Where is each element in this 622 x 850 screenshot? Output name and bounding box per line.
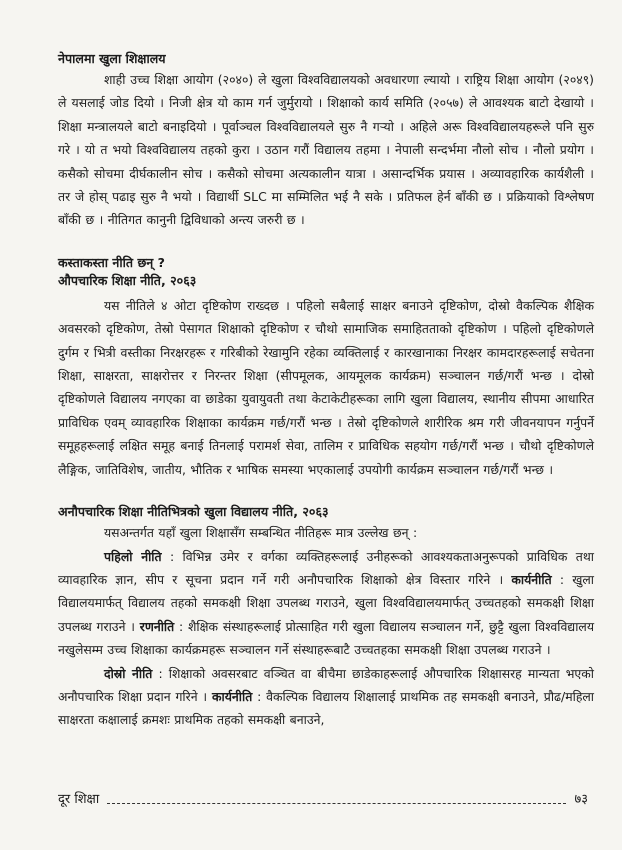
policy-label: दोस्रो नीति: [104, 665, 153, 681]
paragraph-text: यसअन्तर्गत यहाँ खुला शिक्षासँग सम्बन्धित नीतिहरू मात्र उल्लेख छन् :: [104, 525, 418, 541]
section-heading-open-learning-nepal: नेपालमा खुला शिक्षालय: [58, 51, 166, 66]
policy-label: पहिलो नीति: [104, 548, 162, 564]
subheading-formal-education-policy: औपचारिक शिक्षा नीति, २०६३: [58, 272, 197, 288]
paragraph-intro: [58, 521, 594, 544]
paragraph-open-learning-nepal: [58, 68, 594, 232]
strategy-label: कार्यनीति: [511, 571, 552, 587]
page-number: ७३: [574, 792, 588, 807]
policy-text: : शिक्षाको अवसरबाट वञ्चित वा बीचैमा छाडेकाहरूलाई औपचारिक शिक्षासरह मान्यता भएको अनौपचारिक शिक्षा प्रदान गरिने ।: [58, 665, 595, 704]
strategy-label: कार्यनीति: [211, 688, 253, 704]
paragraph-first-policy: [58, 545, 594, 662]
section-heading-policies: कस्ताकस्ता नीति छन् ?: [58, 254, 165, 270]
paragraph-formal-education-policy: [58, 294, 594, 481]
policy-text: : विभिन्न उमेर र वर्गका व्यक्तिहरूलाई उनीहरूको आवश्यकताअनुरूपको प्राविधिक तथा व्यावहारिक ज्ञान, सीप र सूचना प्रदान गर्ने गरी अनौपचारिक शिक्षाको क्षेत्र विस्तार गरिने ।: [58, 548, 594, 587]
strategy-text: : वैकल्पिक विद्यालय शिक्षालाई प्राथमिक तह समकक्षी बनाउने, प्रौढ/महिला साक्षरता कक्षालाई क्रमशः प्राथमिक तहको समकक्षी बनाउने,: [58, 688, 595, 728]
tactic-label: रणनीति: [139, 618, 175, 634]
strategy-text: : खुला विद्यालयमार्फत् विद्यालय तहको समकक्षी शिक्षा उपलब्ध गराउने, खुला विश्वविद्यालयमार्फत् उच्चतहको समकक्षी शिक्षा उपलब्ध गराउने ।: [58, 571, 594, 634]
page-footer: [58, 790, 588, 810]
footer-dashed-rule: [107, 803, 566, 804]
tactic-text: : शैक्षिक संस्थाहरूलाई प्रोत्साहित गरी खुला विद्यालय सञ्चालन गर्ने, छुट्टै खुला विश्वविद्यालय नखुलेसम्म उच्च शिक्षाका कार्यक्रमहरू सञ्चालन गर्ने संस्थाहरूबाटै उच्चतहका समकक्षी शिक्षा उपलब्ध गराउने ।: [58, 618, 595, 658]
paragraph-text: यस नीतिले ४ ओटा दृष्टिकोण राख्दछ । पहिलो सबैलाई साक्षर बनाउने दृष्टिकोण, दोस्रो वैकल्पिक शैक्षिक अवसरको दृष्टिकोण, तेस्रो पेसागत शिक्षाको दृष्टिकोण र चौथो सामाजिक समाहितताको दृष्टिकोण । पहिलो दृष्टिकोणले दुर्गम र भित्री वस्तीका निरक्षरहरू र गरिबीको रेखामुनि रहेका व्यक्तिलाई र कारखानाका निरक्षर कामदारहरूलाई सचेतना शिक्षा, साक्षरता, साक्षरोत्तर र निरन्तर शिक्षा (सीपमूलक, आयमूलक कार्यक्रम) सञ्चालन गर्छ/गरौं भन्छ । दोस्रो दृष्टिकोणले विद्यालय नगएका वा छाडेका युवायुवती तथा केटाकेटीहरूका लागि खुला विद्यालय, स्थानीय सीपमा आधारित प्राविधिक एवम् व्यावहारिक शिक्षाका कार्यक्रम गर्छ/गरौं भन्छ । तेस्रो दृष्टिकोणले शारीरिक श्रम गरी जीवनयापन गर्नुपर्ने समूहहरूलाई लक्षित समूह बनाई तिनलाई परामर्श सेवा, तालिम र प्राविधिक सहयोग गर्छ/गरौं भन्छ । चौथो दृष्टिकोणले लैङ्गिक, जातिविशेष, जातीय, भौतिक र भाषिक समस्या भएकालाई उपयोगी कार्यक्रम सञ्चालन गर्छ/गरौं भन्छ ।: [58, 297, 594, 477]
paragraph-second-policy: [58, 662, 594, 732]
paragraph-text: शाही उच्च शिक्षा आयोग (२०४०) ले खुला विश्वविद्यालयको अवधारणा ल्यायो । राष्ट्रिय शिक्षा आयोग (२०४९) ले यसलाई जोड दियो । निजी क्षेत्र यो काम गर्न जुर्मुरायो । शिक्षाको कार्य समिति (२०५७) ले आवश्यक बाटो देखायो । शिक्षा मन्त्रालयले बाटो बनाइदियो । पूर्वाञ्चल विश्वविद्यालयले सुरु नै गऱ्यो । अहिले अरू विश्वविद्यालयहरूले पनि सुरु गरे । यो त भयो विश्वविद्यालय तहको कुरा । उठान गरौं विद्यालय तहमा । नेपाली सन्दर्भमा नौलो सोच । नौलो प्रयोग । कसैको सोचमा दीर्घकालीन सोच । कसैको सोचमा अत्यकालीन यात्रा । असान्दर्भिक प्रयास । अव्यावहारिक कार्यशैली । तर जे होस् पढाइ सुरु नै भयो । विद्यार्थी SLC मा सम्मिलित भई नै सके । प्रतिफल हेर्न बाँकी छ । प्रक्रियाको विश्लेषण बाँकी छ । नीतिगत कानुनी द्विविधाको अन्त्य जरुरी छ ।: [58, 72, 594, 228]
footer-title: दूर शिक्षा: [58, 792, 100, 807]
section-heading-open-school-policy: अनौपचारिक शिक्षा नीतिभित्रको खुला विद्यालय नीति, २०६३: [58, 504, 329, 520]
